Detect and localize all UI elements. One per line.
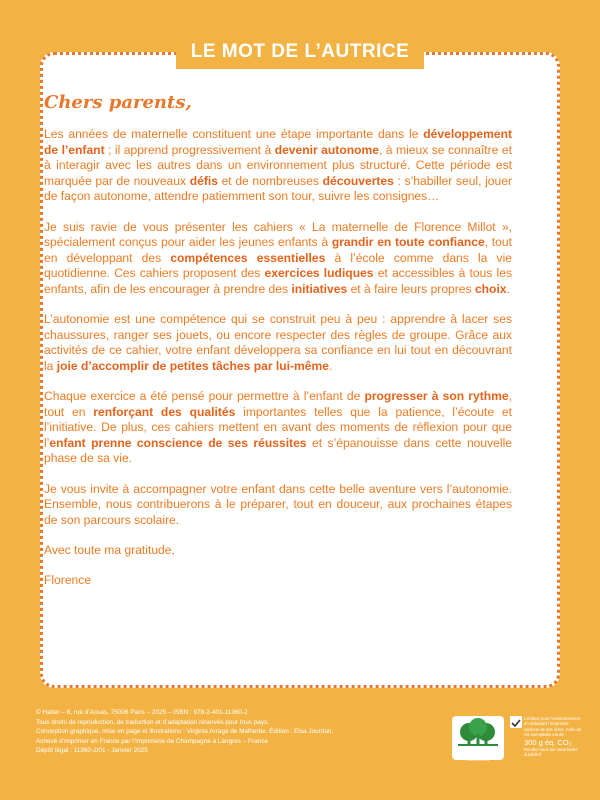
emphasis-text: enfant prenne conscience de ses réussites [49,435,307,450]
co2-site: Rendez-vous sur www.hatier-durable.fr [524,746,579,758]
letter-paragraph [44,389,512,467]
emphasis-text: défis [189,173,218,188]
emphasis-text: développement de l’enfant [44,127,512,157]
paragraphs [44,127,512,528]
letter-paragraph [44,482,512,529]
co2-description: L’éditeur pour l’environnement en réduisant l’empreinte carbone de ses livres. Celle de cet exemplaire est de : [524,716,582,738]
closing: Avec toute ma gratitude, [44,543,175,557]
paragraph-text: L’autonomie est une compétence qui se construit peu à peu : apprendre à lacer ses chaussures, ranger ses jouets, ou encore respecter des règles de groupe. Grâce aux activités de ce cahier, votre enfant développera sa confiance en lui tout en découvrant la [44,312,512,373]
signature: Florence [44,572,92,587]
legal-line: Dépôt légal : 11360-2/01 - Janvier 2025 [36,747,148,755]
paragraph-text: . [506,281,510,296]
emphasis-text: grandir en toute confiance [331,235,485,249]
trees-icon [452,716,504,756]
emphasis-text: progresser à son rythme [364,389,509,403]
emphasis-text: compétences essentielles [170,250,326,265]
paragraph-text: et de nombreuses [217,173,323,188]
emphasis-text: découvertes [322,173,394,188]
paragraph-text: , tout en développant des [44,235,512,265]
emphasis-text: renforçant des qualités [93,404,236,419]
legal-line: Tous droits de reproduction, de traduction et d’adaptation réservés pour tous pays. [36,718,270,726]
letter-body [44,92,512,588]
letter-paragraph [44,127,512,205]
paragraph-text: à l’école comme dans la vie quotidienne. Ces cahiers proposent des [44,250,512,280]
legal-line: Conception graphique, mise en page et illustrations : Virginia Arraga de Malherbe. Édition : Elsa Jourdan. [36,728,334,736]
paragraph-text: , à mieux se connaître et à interagir avec les autres dans un environnement plus structuré. Cette période est marquée par de nouveaux [44,142,512,188]
emphasis-text: choix [474,281,507,296]
paragraph-text: , tout en [44,389,512,419]
paragraph-text: importantes telles que la patience, l’écoute et l’initiative. De plus, ces cahiers mettent en avant des moments de réflexion pour que l’ [44,404,512,450]
title-tab [176,35,424,69]
eco-label: PAPIER À BASE DE FIBRES CERTIFIÉES [453,754,503,763]
paragraph-text: Les années de maternelle constituent une étape importante dans le [44,127,424,141]
emphasis-text: initiatives [291,281,348,296]
emphasis-text: devenir autonome [274,142,379,157]
paragraph-text: Je vous invite à accompagner votre enfant dans cette belle aventure vers l’autonomie. Ensemble, nous contribuerons à le préparer, tout en douceur, aux prochaines étapes de son parcours scolaire. [44,481,512,527]
checkmark-icon [510,716,522,728]
letter-paragraph [44,312,512,374]
page-title: LE MOT DE L’AUTRICE [190,41,410,62]
paragraph-text: . [328,358,333,373]
paragraph-text: ; il apprend progressivement à [104,142,275,157]
paragraph-text: Chaque exercice a été pensé pour permettre à l’enfant de [44,389,365,403]
paragraph-text: : s’habiller seul, jouer de façon autonome, attendre patiemment son tour, suivre les consignes… [44,173,512,203]
legal-line: © Hatier – 8, rue d’Assas, 75006 Paris – 2025 – ISBN : 978-2-401-11360-2 [36,709,248,716]
co2-amount: 300 g éq. CO₂ [524,737,572,747]
emphasis-text: exercices ludiques [264,266,374,280]
legal-footer [36,708,436,756]
paragraph-text: et à faire leurs propres [347,281,475,296]
letter-paragraph [44,220,512,298]
paragraph-text: et accessibles à tous les enfants, afin de les encourager à prendre des [44,266,513,296]
legal-line: Achevé d’imprimer en France par l’Imprimerie de Champagne à Langres – France [36,737,268,745]
greeting: Chers parents, [44,92,192,113]
emphasis-text: joie d’accomplir de petites tâches par lui-même [56,358,329,373]
paragraph-text: Je suis ravie de vous présenter les cahiers « La maternelle de Florence Millot », spécialement conçus pour aider les jeunes enfants à [44,219,512,249]
paragraph-text: et s’épanouisse dans cette nouvelle phase de sa vie. [44,435,512,465]
co2-info [524,716,584,757]
